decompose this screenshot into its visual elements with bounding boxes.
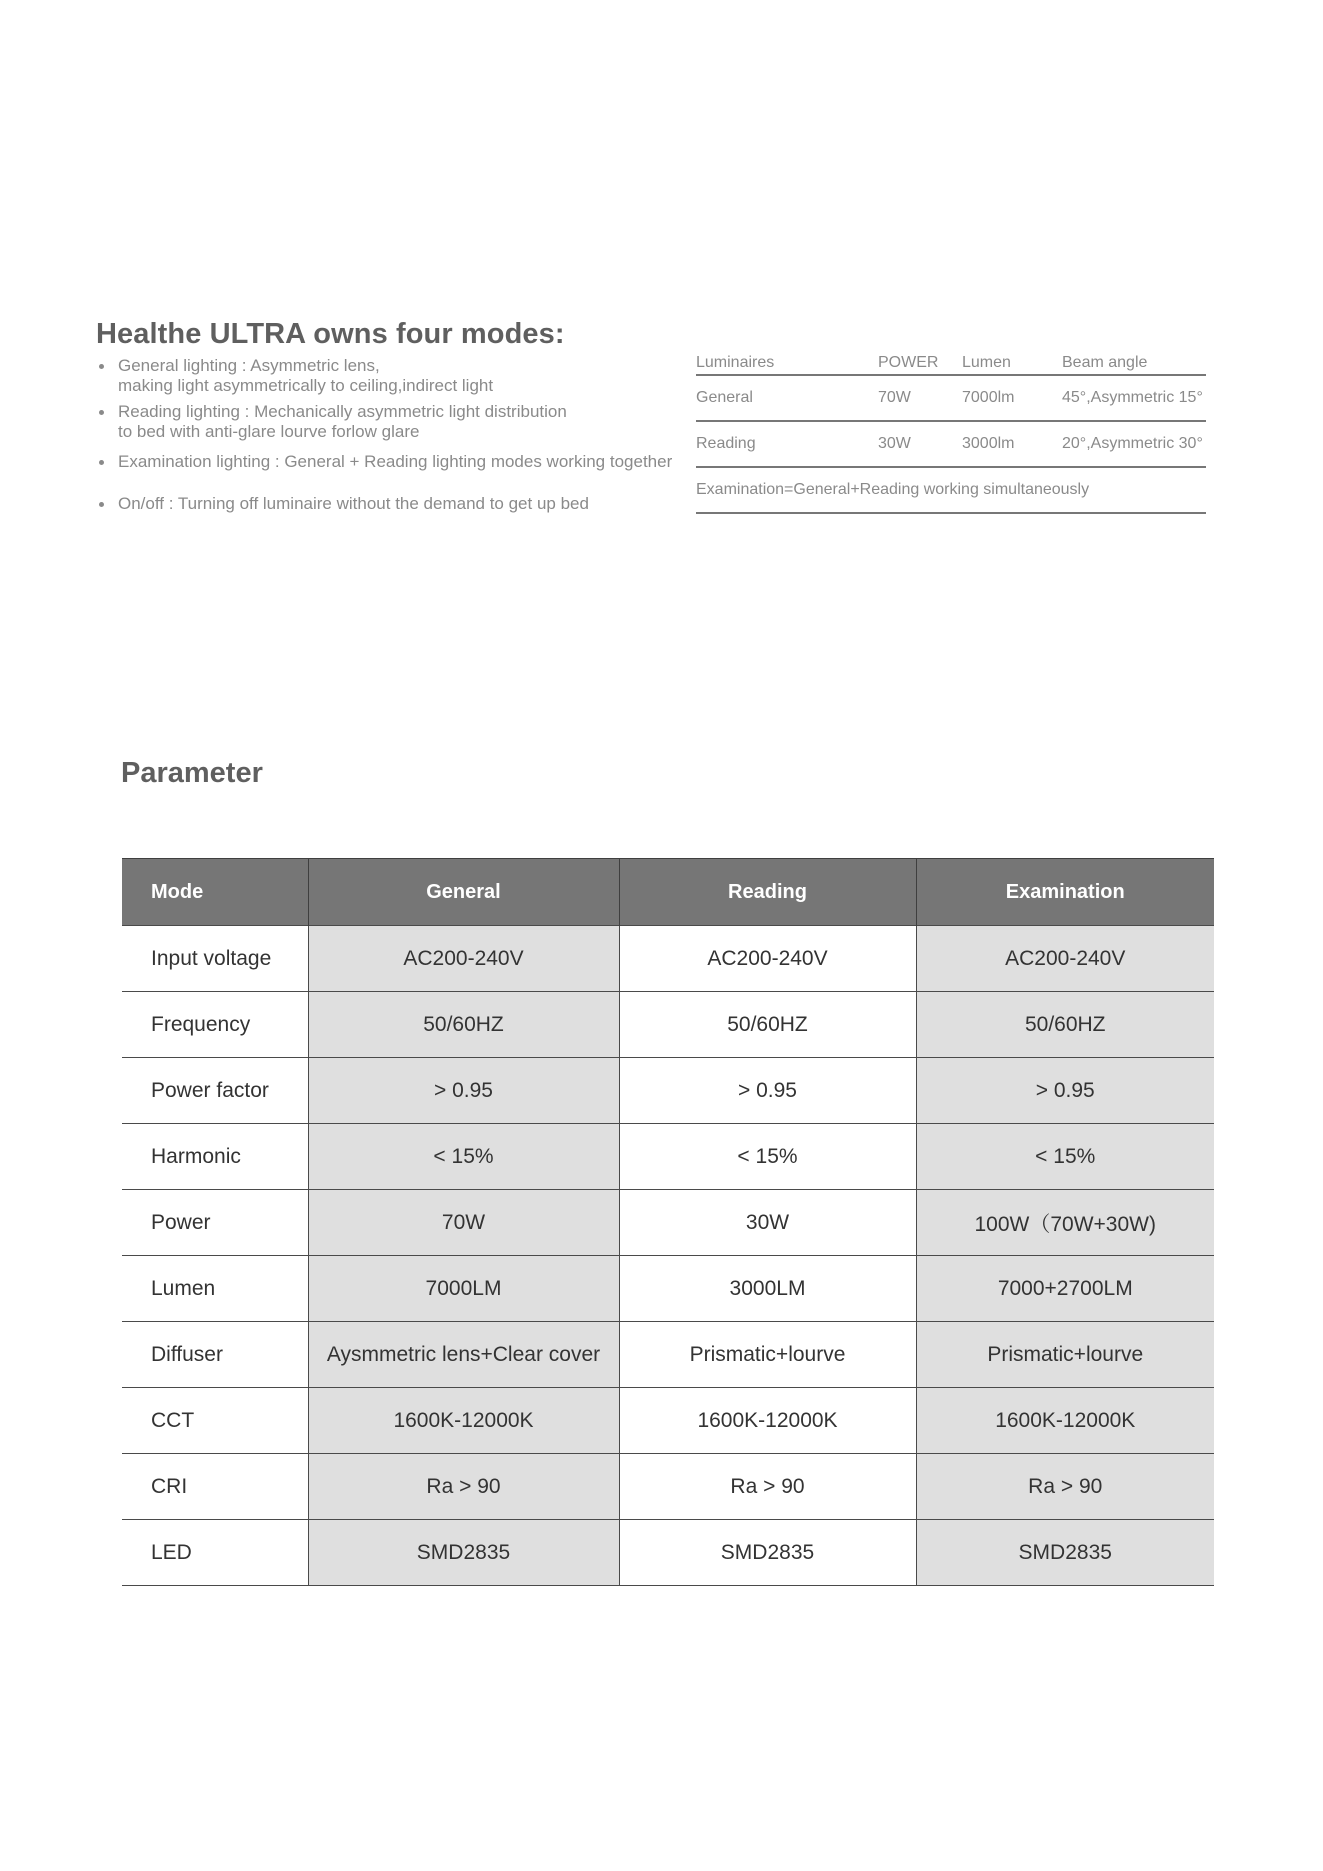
mode-item-line: Reading lighting : Mechanically asymmetric light distribution — [118, 402, 567, 421]
table-row — [122, 992, 1214, 1058]
parameter-row-label: Lumen — [122, 1256, 308, 1322]
table-row — [122, 1190, 1214, 1256]
parameter-cell: 7000+2700LM — [916, 1256, 1214, 1322]
modes-title: Healthe ULTRA owns four modes: — [96, 318, 565, 350]
table-row — [122, 1256, 1214, 1322]
luminaires-header-cell: Beam angle — [1062, 346, 1206, 375]
parameter-cell: 3000LM — [619, 1256, 916, 1322]
table-row — [122, 1322, 1214, 1388]
parameter-cell: SMD2835 — [619, 1520, 916, 1586]
parameter-cell: 50/60HZ — [916, 992, 1214, 1058]
parameter-row-label: Power factor — [122, 1058, 308, 1124]
parameter-cell: 1600K-12000K — [916, 1388, 1214, 1454]
parameter-cell: < 15% — [619, 1124, 916, 1190]
luminaires-note: Examination=General+Reading working simultaneously — [696, 467, 1206, 513]
parameter-cell: > 0.95 — [308, 1058, 619, 1124]
mode-item-line: making light asymmetrically to ceiling,indirect light — [118, 376, 494, 395]
parameter-cell: Ra > 90 — [916, 1454, 1214, 1520]
table-row — [122, 1520, 1214, 1586]
parameter-cell: 1600K-12000K — [619, 1388, 916, 1454]
luminaires-cell: Reading — [696, 421, 878, 467]
parameter-cell: > 0.95 — [916, 1058, 1214, 1124]
parameter-row-label: CCT — [122, 1388, 308, 1454]
luminaires-cell: General — [696, 375, 878, 421]
parameter-cell: 30W — [619, 1190, 916, 1256]
parameter-table — [122, 858, 1214, 1586]
parameter-header-examination: Examination — [916, 859, 1214, 926]
luminaires-header-cell: POWER — [878, 346, 962, 375]
luminaires-header-cell: Lumen — [962, 346, 1062, 375]
parameter-cell: Aysmmetric lens+Clear cover — [308, 1322, 619, 1388]
luminaires-cell: 3000lm — [962, 421, 1062, 467]
mode-item-line: to bed with anti-glare lourve forlow glare — [118, 422, 420, 441]
parameter-row-label: CRI — [122, 1454, 308, 1520]
parameter-cell: < 15% — [308, 1124, 619, 1190]
parameter-cell: 1600K-12000K — [308, 1388, 619, 1454]
parameter-cell: Prismatic+lourve — [619, 1322, 916, 1388]
parameter-cell: 100W（70W+30W) — [916, 1190, 1214, 1256]
mode-item-line: Examination lighting : General + Reading lighting modes working together — [118, 452, 673, 471]
parameter-table-body — [122, 926, 1214, 1586]
mode-item-general — [96, 356, 493, 396]
parameter-header-mode: Mode — [122, 859, 308, 926]
table-row — [122, 1124, 1214, 1190]
parameter-header-row — [122, 859, 1214, 926]
parameter-header-reading: Reading — [619, 859, 916, 926]
luminaires-table — [696, 346, 1206, 514]
parameter-cell: 50/60HZ — [619, 992, 916, 1058]
parameter-cell: 7000LM — [308, 1256, 619, 1322]
mode-item-reading — [96, 402, 567, 442]
parameter-row-label: LED — [122, 1520, 308, 1586]
parameter-cell: 50/60HZ — [308, 992, 619, 1058]
parameter-cell: > 0.95 — [619, 1058, 916, 1124]
parameter-cell: Ra > 90 — [619, 1454, 916, 1520]
mode-item-onoff — [96, 494, 589, 514]
luminaires-cell: 45°,Asymmetric 15° — [1062, 375, 1206, 421]
luminaires-header-cell: Luminaires — [696, 346, 878, 375]
parameter-cell: SMD2835 — [916, 1520, 1214, 1586]
luminaires-header-row — [696, 346, 1206, 375]
luminaires-note-row — [696, 467, 1206, 513]
parameter-header-general: General — [308, 859, 619, 926]
parameter-cell: Ra > 90 — [308, 1454, 619, 1520]
mode-item-line: On/off : Turning off luminaire without the demand to get up bed — [118, 494, 589, 513]
luminaires-cell: 30W — [878, 421, 962, 467]
table-row — [696, 375, 1206, 421]
table-row — [122, 1454, 1214, 1520]
parameter-row-label: Frequency — [122, 992, 308, 1058]
table-row — [122, 1058, 1214, 1124]
luminaires-cell: 20°,Asymmetric 30° — [1062, 421, 1206, 467]
table-row — [696, 421, 1206, 467]
luminaires-cell: 70W — [878, 375, 962, 421]
parameter-cell: 70W — [308, 1190, 619, 1256]
parameter-row-label: Harmonic — [122, 1124, 308, 1190]
parameter-cell: Prismatic+lourve — [916, 1322, 1214, 1388]
parameter-row-label: Input voltage — [122, 926, 308, 992]
parameter-cell: AC200-240V — [916, 926, 1214, 992]
parameter-cell: SMD2835 — [308, 1520, 619, 1586]
parameter-cell: AC200-240V — [619, 926, 916, 992]
luminaires-cell: 7000lm — [962, 375, 1062, 421]
mode-item-examination — [96, 452, 672, 472]
parameter-row-label: Power — [122, 1190, 308, 1256]
parameter-title: Parameter — [121, 757, 263, 789]
parameter-cell: AC200-240V — [308, 926, 619, 992]
table-row — [122, 926, 1214, 992]
table-row — [122, 1388, 1214, 1454]
parameter-row-label: Diffuser — [122, 1322, 308, 1388]
mode-item-line: General lighting : Asymmetric lens, — [118, 356, 380, 375]
parameter-cell: < 15% — [916, 1124, 1214, 1190]
